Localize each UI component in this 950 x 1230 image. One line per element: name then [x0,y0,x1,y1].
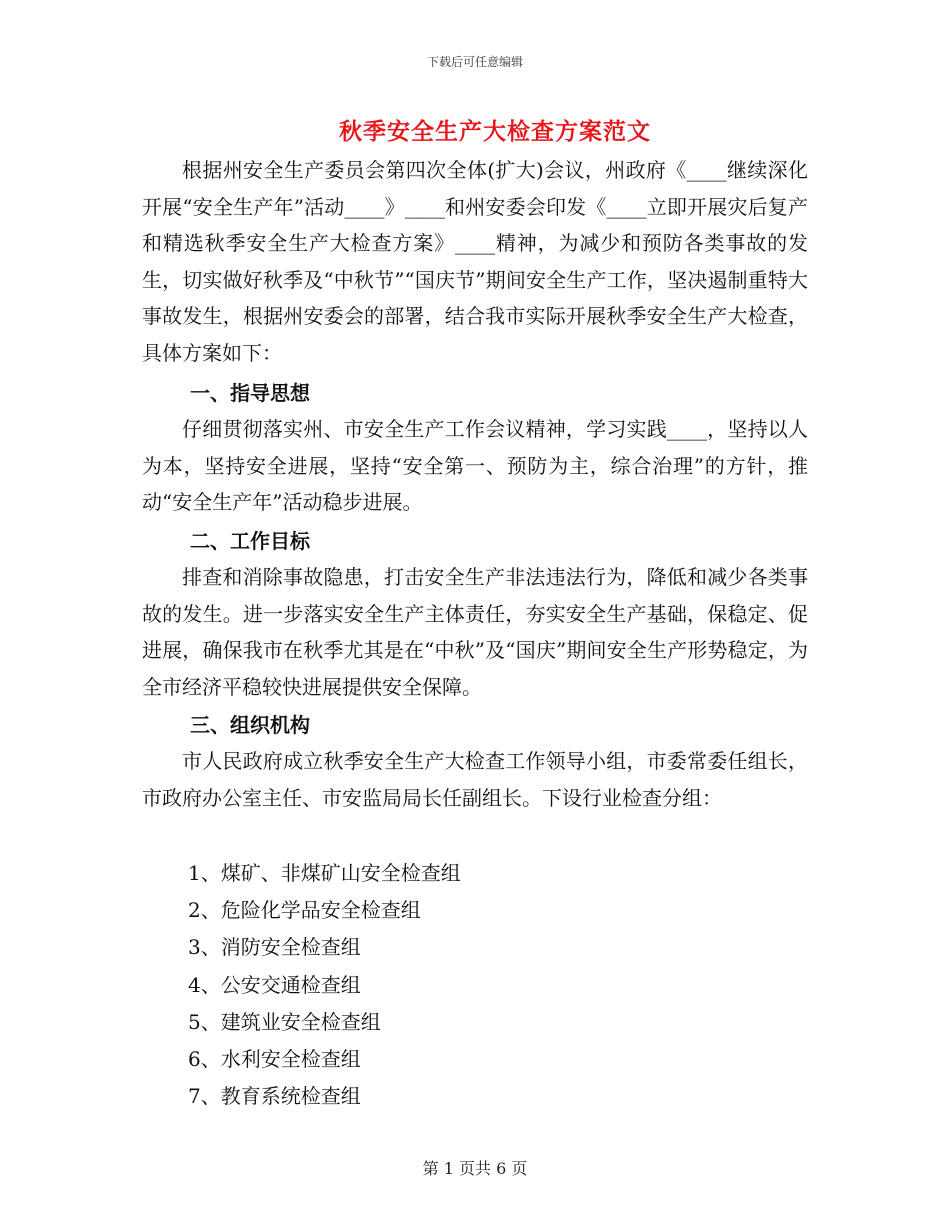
list-item: 1、煤矿、非煤矿山安全检查组 [188,861,461,885]
list-item: 5、建筑业安全检查组 [188,1009,381,1034]
section-body-guiding-thought [142,411,808,521]
document-title: 秋季安全生产大检查方案范文 [339,118,651,145]
section-heading-organization: 三、组织机构 [190,713,310,737]
section-heading-guiding-thought: 一、指导思想 [190,381,310,405]
section-body-organization [142,743,808,816]
list-item: 3、消防安全检查组 [188,935,361,960]
list-item: 2、危险化学品安全检查组 [188,898,421,923]
section-body-work-goal [142,559,808,705]
list-item: 4、公安交通检查组 [188,972,361,997]
intro-text: 根据州安全生产委员会第四次全体(扩大)会议，州政府《____继续深化开展“安全生产年”活动____》____和州安委会印发《____立即开展灾后复产和精选秋季安全生产大检查方案》____精神，为减少和预防各类事故的发生，切实做好秋季及“中秋节”“国庆节”期间安全生产工作，坚决遏制重特大事故发生，根据州安委会的部署，结合我市实际开展秋季安全生产大检查，具体方案如下： [142,158,808,365]
section-text: 排查和消除事故隐患，打击安全生产非法违法行为，降低和减少各类事故的发生。进一步落实安全生产主体责任，夯实安全生产基础，保稳定、促进展，确保我市在秋季尤其是在“中秋”及“国庆”期间安全生产形势稳定，为全市经济平稳较快进展提供安全保障。 [142,565,808,699]
list-item: 6、水利安全检查组 [188,1046,361,1071]
intro-paragraph [142,152,808,372]
section-text: 仔细贯彻落实州、市安全生产工作会议精神，学习实践____，坚持以人为本，坚持安全进展，坚持“安全第一、预防为主，综合治理”的方针，推动“安全生产年”活动稳步进展。 [142,417,808,515]
section-text: 市人民政府成立秋季安全生产大检查工作领导小组，市委常委任组长，市政府办公室主任、市安监局局长任副组长。下设行业检查分组： [142,749,808,810]
section-heading-work-goal: 二、工作目标 [190,529,310,553]
inspection-group-list [188,855,461,1115]
page-number-footer: 第 1 页共 6 页 [422,1159,528,1178]
header-note: 下载后可任意编辑 [426,55,523,69]
list-item: 7、教育系统检查组 [188,1084,361,1109]
